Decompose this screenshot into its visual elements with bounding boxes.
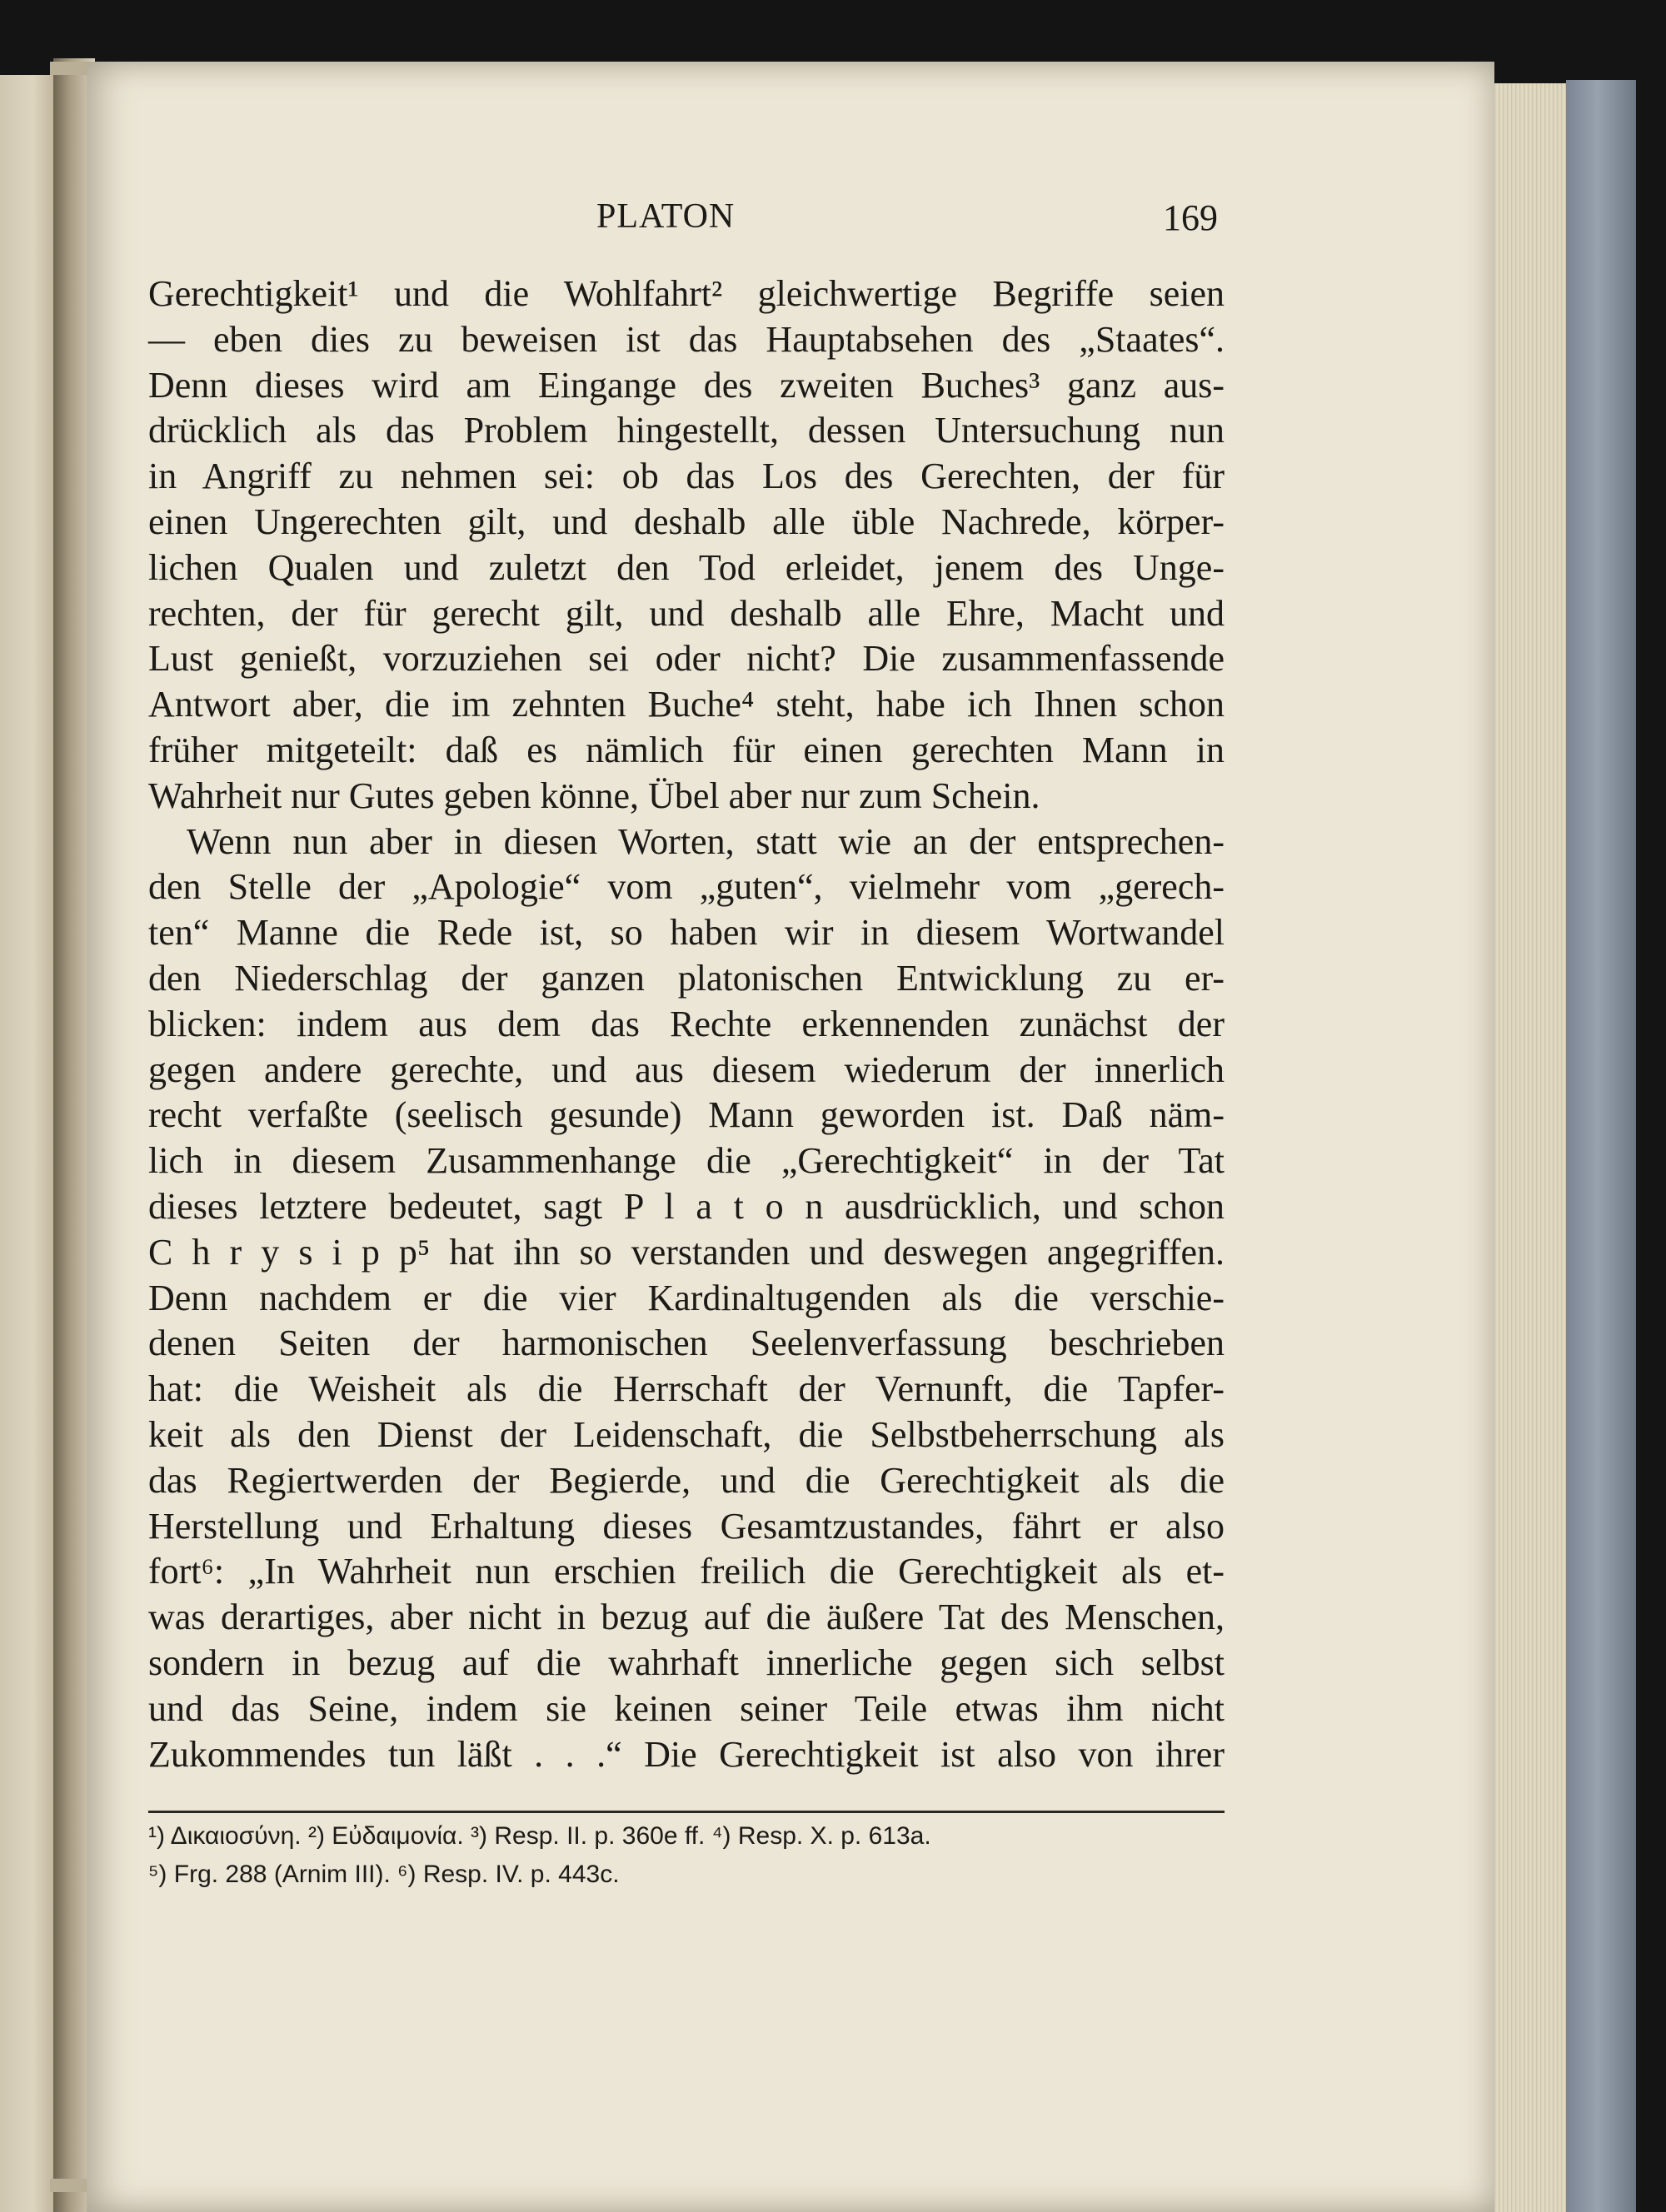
book-cover-edge — [1566, 80, 1636, 2212]
text-line: — eben dies zu beweisen ist das Hauptabsehen des „Staates“. — [148, 318, 1225, 360]
text-line: Gerechtigkeit¹ und die Wohlfahrt² gleichwertige Begriffe seien — [148, 273, 1225, 314]
text-line: dieses letztere bedeutet, sagt P l a t o n ausdrücklich, und schon — [148, 1185, 1225, 1227]
text-line: lichen Qualen und zuletzt den Tod erleidet, jenem des Unge- — [148, 546, 1225, 588]
text-line: C h r y s i p p⁵ hat ihn so verstanden und deswegen angegriffen. — [148, 1231, 1225, 1273]
text-line: denen Seiten der harmonischen Seelenverfassung beschrieben — [148, 1323, 1225, 1364]
text-line: Herstellung und Erhaltung dieses Gesamtzustandes, fährt er also — [148, 1505, 1225, 1547]
footnote-divider — [148, 1811, 1225, 1813]
page-header — [596, 197, 1218, 247]
text-line: Lust genießt, vorzuziehen sei oder nicht? Die zusammenfassende — [148, 638, 1225, 680]
text-line: Antwort aber, die im zehnten Buche⁴ steht, habe ich Ihnen schon — [148, 684, 1225, 725]
footnotes — [148, 1817, 1225, 1894]
text-line: das Regiertwerden der Begierde, und die Gerechtigkeit als die — [148, 1459, 1225, 1501]
text-line: rechten, der für gerecht gilt, und deshalb alle Ehre, Macht und — [148, 592, 1225, 634]
text-line: fort⁶: „In Wahrheit nun erschien freilich die Gerechtigkeit als et- — [148, 1551, 1225, 1592]
text-line: früher mitgeteilt: daß es nämlich für einen gerechten Mann in — [148, 729, 1225, 770]
text-line: blicken: indem aus dem das Rechte erkennenden zunächst der — [148, 1003, 1225, 1044]
text-line: Wenn nun aber in diesen Worten, statt wie an der entsprechen- — [187, 820, 1225, 862]
text-line: gegen andere gerechte, und aus diesem wiederum der innerlich — [148, 1049, 1225, 1090]
body-text — [148, 272, 1225, 1777]
text-line: einen Ungerechten gilt, und deshalb alle üble Nachrede, körper- — [148, 501, 1225, 542]
left-page-edge — [0, 75, 60, 2212]
footnote-line: ⁵) Frg. 288 (Arnim III). ⁶) Resp. IV. p. 443c. — [148, 1861, 620, 1888]
text-line: ten“ Manne die Rede ist, so haben wir in diesem Wortwandel — [148, 912, 1225, 954]
text-line: Denn nachdem er die vier Kardinaltugenden als die verschie- — [148, 1277, 1225, 1318]
page-number: 169 — [1163, 197, 1218, 238]
text-line: in Angriff zu nehmen sei: ob das Los des Gerechten, der für — [148, 456, 1225, 497]
text-line: lich in diesem Zusammenhange die „Gerechtigkeit“ in der Tat — [148, 1140, 1225, 1182]
running-title: PLATON — [596, 197, 736, 236]
text-line: Zukommendes tun läßt . . .“ Die Gerechtigkeit ist also von ihrer — [148, 1733, 1225, 1775]
text-line: und das Seine, indem sie keinen seiner Teile etwas ihm nicht — [148, 1687, 1225, 1729]
text-line: den Stelle der „Apologie“ vom „guten“, vielmehr vom „gerech- — [148, 866, 1225, 908]
text-line: recht verfaßte (seelisch gesunde) Mann geworden ist. Daß näm- — [148, 1094, 1225, 1136]
text-line: hat: die Weisheit als die Herrschaft der Vernunft, die Tapfer- — [148, 1368, 1225, 1410]
footnote-line: ¹) Δικαιοσύνη. ²) Εὐδαιμονία. ³) Resp. II. p. 360e ff. ⁴) Resp. X. p. 613a. — [148, 1822, 931, 1850]
text-line: drücklich als das Problem hingestellt, dessen Untersuchung nun — [148, 410, 1225, 451]
text-line: den Niederschlag der ganzen platonischen Entwicklung zu er- — [148, 957, 1225, 999]
text-line: keit als den Dienst der Leidenschaft, die Selbstbeherrschung als — [148, 1413, 1225, 1455]
text-line: was derartiges, aber nicht in bezug auf die äußere Tat des Menschen, — [148, 1597, 1225, 1638]
text-line: Denn dieses wird am Eingange des zweiten Buches³ ganz aus- — [148, 364, 1225, 406]
text-line: Wahrheit nur Gutes geben könne, Übel aber nur zum Schein. — [148, 775, 1040, 816]
text-line: sondern in bezug auf die wahrhaft innerliche gegen sich selbst — [148, 1642, 1225, 1683]
